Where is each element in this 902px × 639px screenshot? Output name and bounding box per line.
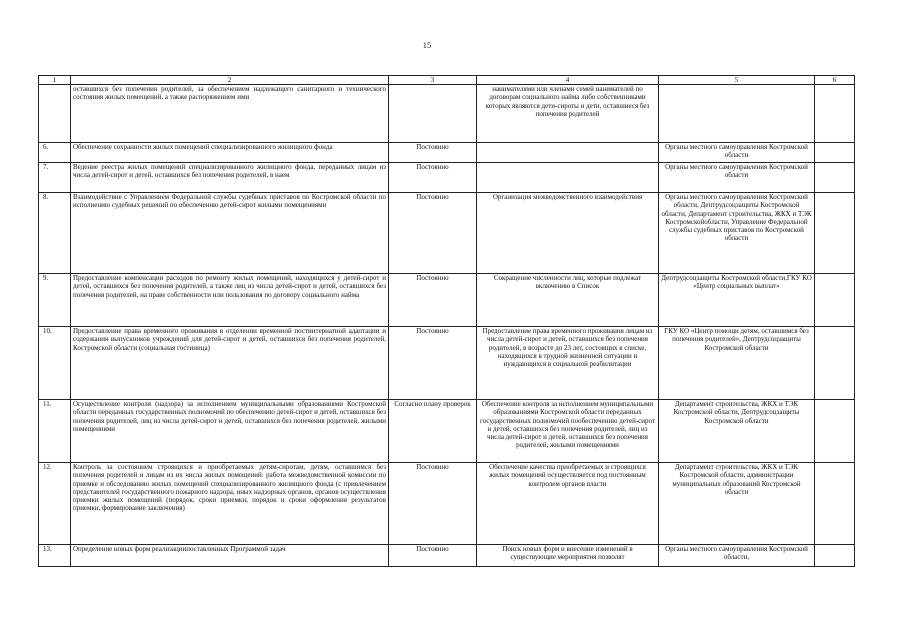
result-text: нанимателями или членами семей нанимателей по договорам социального найма либо собственниками которых являются дети-сироты и дети, оставшиеся без попечения родителей: [477, 85, 659, 143]
row-number: 12.: [39, 463, 71, 545]
note-text: [815, 463, 855, 545]
row-number: 11.: [39, 400, 71, 463]
result-text: Предоставление права временного проживания лицам из числа детей-сирот и детей, оставшихся без попечения родителей, в возрасте до 23 лет, состоящих в списке, находящихся в трудной жизненной ситуации и нуждающихся в социальной реабилитации: [477, 327, 659, 400]
period-text: Постоянно: [389, 274, 477, 327]
row-number: 7.: [39, 163, 71, 193]
result-text: Сокращение численности лиц, которые подлежат включению в Список: [477, 274, 659, 327]
executor-text: Дептрудсоцзащиты Костромской области,ГКУ КО «Центр социальных выплат»: [659, 274, 815, 327]
result-text: Поиск новых форм и внесение изменений в существующие мероприятия позволят: [477, 545, 659, 567]
page-number: 15: [422, 40, 432, 50]
row-number: [39, 85, 71, 143]
header-cell: 1: [39, 76, 71, 85]
result-text: [477, 143, 659, 163]
measure-text: Осуществление контроля (надзора) за исполнением муниципальными образованиями Костромской области переданных государственных полномочий по обеспечению детей-сирот и детей, оставшихся без попечения родителей, лиц из числа детей-сирот и детей, оставшихся без попечения родителей, жилыми помещениями: [71, 400, 389, 463]
table-row: [39, 327, 855, 400]
note-text: [815, 327, 855, 400]
header-cell: 5: [659, 76, 815, 85]
row-number: 6.: [39, 143, 71, 163]
header-cell: 4: [477, 76, 659, 85]
note-text: [815, 274, 855, 327]
period-text: Постоянно: [389, 327, 477, 400]
header-cell: 6: [815, 76, 855, 85]
executor-text: ГКУ КО «Центр помощи детям, оставшимся без попечения родителей», Дептрудсоцзащиты Костромской области: [659, 327, 815, 400]
period-text: Постоянно: [389, 143, 477, 163]
table-row: [39, 163, 855, 193]
row-number: 9.: [39, 274, 71, 327]
measure-text: оставшихся без попечения родителей, за обеспечением надлежащего санитарного и технического состояния жилых помещений, а также распоряжением ими: [71, 85, 389, 143]
measure-text: Ведение реестра жилых помещений специализированного жилищного фонда, переданных лицам из числа детей-сирот и детей, оставшихся без попечения родителей, в наем: [71, 163, 389, 193]
period-text: Постоянно: [389, 545, 477, 567]
table-row: [39, 400, 855, 463]
measure-text: Обеспечение сохранности жилых помещений специализированного жилищного фонда: [71, 143, 389, 163]
executor-text: Органы местного самоуправления Костромской области: [659, 163, 815, 193]
table-row: [39, 463, 855, 545]
table-row: [39, 85, 855, 143]
period-text: Согласно плану проверок: [389, 400, 477, 463]
note-text: [815, 163, 855, 193]
row-number: 10.: [39, 327, 71, 400]
result-text: Обеспечение контроля за исполнением муниципальными образованиями Костромской области переданных государственных полномочий пообеспечению детей-сирот и детей, оставшихся без попечения родителей, лиц из числа детей-сирот и детей, оставшихся без попечения родителей, жилыми помещениями: [477, 400, 659, 463]
period-text: Постоянно: [389, 163, 477, 193]
result-text: Организация межведомственного взаимодействия: [477, 193, 659, 274]
note-text: [815, 400, 855, 463]
row-number: 13.: [39, 545, 71, 567]
note-text: [815, 545, 855, 567]
executor-text: Департамент строительства, ЖКХ и ТЭК Костромской области, Дептрудсоцзащиты Костромской области: [659, 400, 815, 463]
note-text: [815, 143, 855, 163]
executor-text: Органы местного самоуправления Костромской области,: [659, 545, 815, 567]
note-text: [815, 193, 855, 274]
header-cell: 3: [389, 76, 477, 85]
measure-text: Предоставление права временного проживания в отделении временной постинтернатной адаптации и содержания выпускников учреждений для детей-сирот и детей, оставшихся без попечения родителей, Костромской области (социальная гостиница): [71, 327, 389, 400]
row-number: 8.: [39, 193, 71, 274]
measure-text: Предоставление компенсации расходов по ремонту жилых помещений, находящихся у детей-сирот и детей, оставшихся без попечения родителей, а также лиц из числа детей-сирот и детей, оставшихся без попечения родителей, на праве собственности или пользования по договору социального найма: [71, 274, 389, 327]
period-text: Постоянно: [389, 463, 477, 545]
executor-text: Органы местного самоуправления Костромской области, Дептрудсоцзащиты Костромской области, Департамент строительства, ЖКХ и ТЭК Костромскойобласти, Управление Федеральной службы судебных приставов по Костромской области: [659, 193, 815, 274]
executor-text: [659, 85, 815, 143]
period-text: Постоянно: [389, 193, 477, 274]
note-text: [815, 85, 855, 143]
header-row: [39, 76, 855, 85]
executor-text: Органы местного самоуправления Костромской области: [659, 143, 815, 163]
table-row: [39, 193, 855, 274]
program-table: [38, 75, 855, 567]
executor-text: Департамент строительства, ЖКХ и ТЭК Костромской области, администрации муниципальных образований Костромской области: [659, 463, 815, 545]
measure-text: Взаимодействие с Управлением Федеральной службы судебных приставов по Костромской области по исполнению судебных решений по обеспечению детей-сирот жилыми помещениями: [71, 193, 389, 274]
measure-text: Определение новых форм реализациипоставленных Программой задач: [71, 545, 389, 567]
result-text: [477, 163, 659, 193]
table-row: [39, 274, 855, 327]
measure-text: Контроль за состоянием строящихся и приобретаемых детям-сиротам, детям, оставшимся без попечения родителей и лицам из их числа жилых помещений: работа межведомственной комиссии по приемке и обследованию жилых помещений специализированного жилищного фонда (с привлечением представителей государственного пожарного надзора, иных надзорных органов, органов осуществления приемки жилых помещений (порядок, сроки приемки, порядок и сроки оформления результатов приемки, формирование заключения): [71, 463, 389, 545]
table-row: [39, 143, 855, 163]
period-text: [389, 85, 477, 143]
header-cell: 2: [71, 76, 389, 85]
result-text: Обеспечение качества приобретаемых и строящихся жилых помещений осуществляется под постоянным контролем органов власти: [477, 463, 659, 545]
table-row: [39, 545, 855, 567]
